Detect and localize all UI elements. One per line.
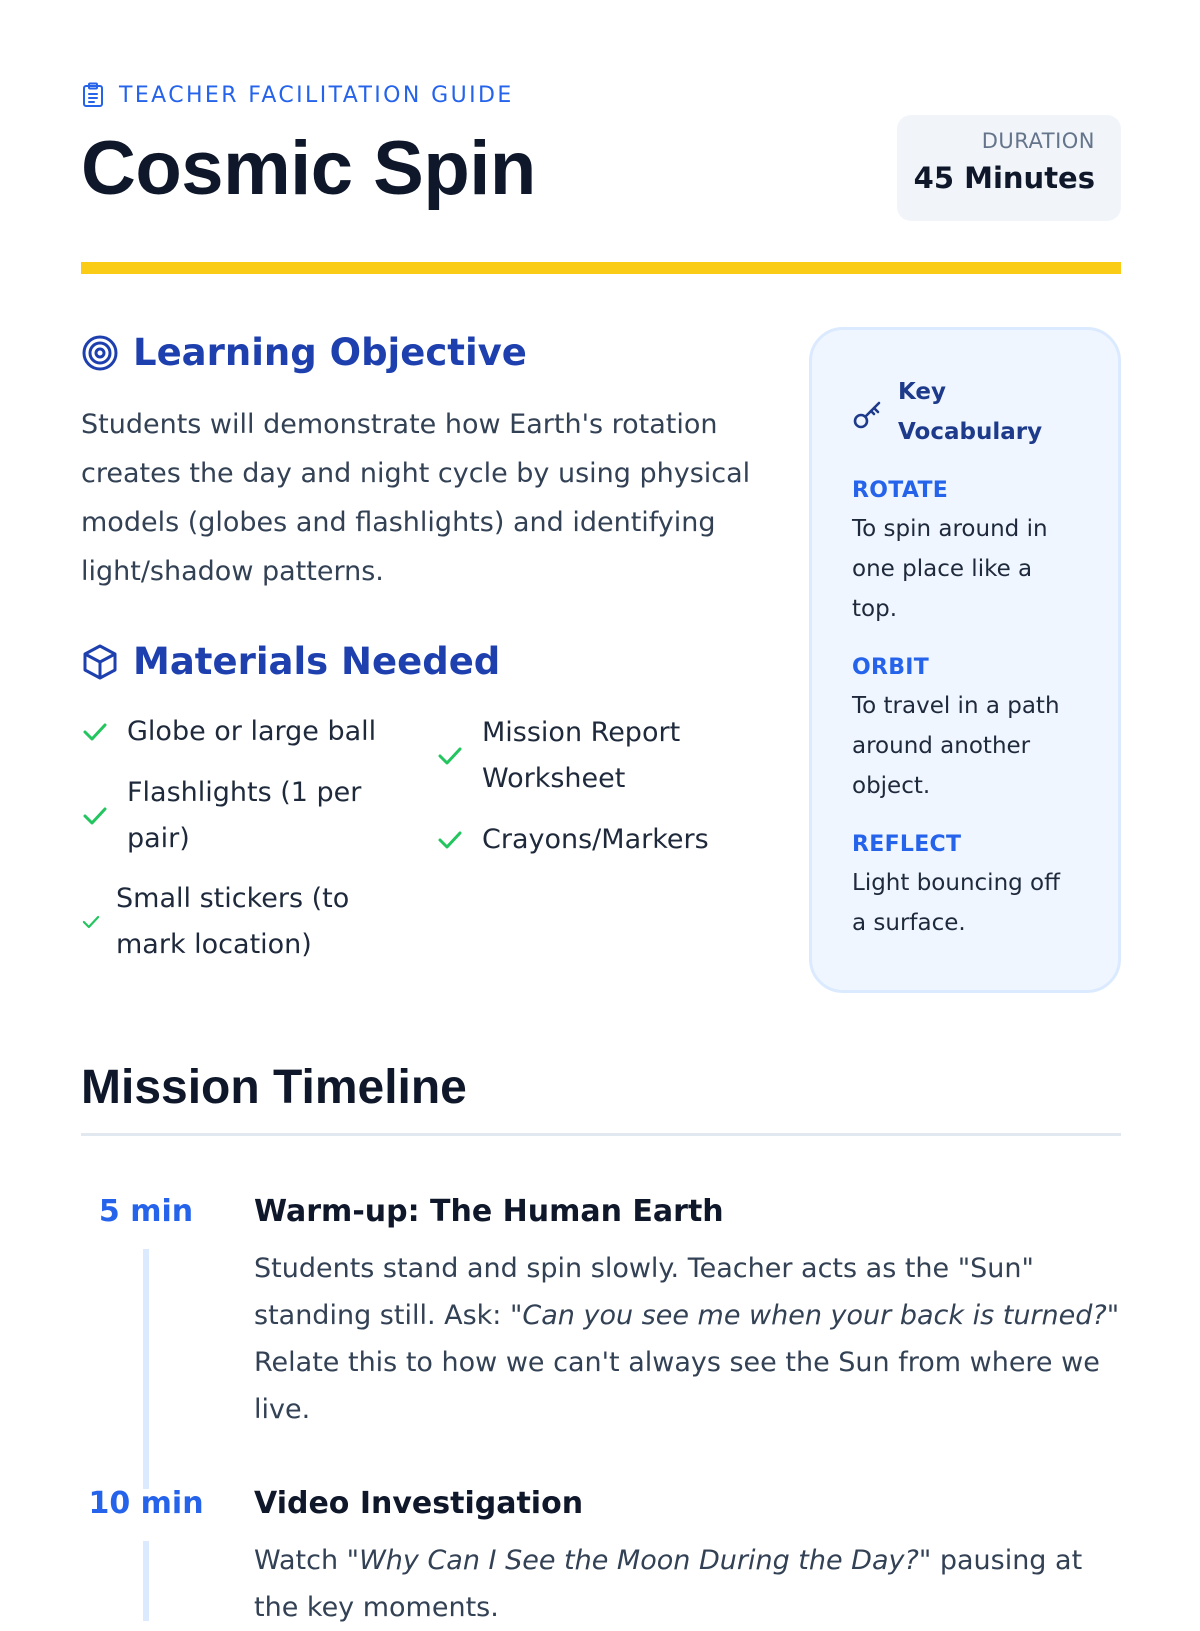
material-label: Small stickers (to mark location)	[116, 883, 350, 960]
guide-eyebrow	[81, 82, 514, 108]
key-icon	[852, 398, 884, 430]
timeline-step-description	[254, 1537, 1124, 1631]
header-divider	[81, 262, 1121, 274]
material-item	[81, 876, 381, 968]
material-label: Flashlights (1 per pair)	[127, 777, 362, 854]
vocab-term: REFLECT	[852, 832, 962, 857]
clipboard-icon	[81, 82, 105, 108]
vocab-term: ROTATE	[852, 478, 949, 503]
material-label: Mission Report Worksheet	[482, 717, 681, 794]
timeline-step-title: Warm-up: The Human Earth	[254, 1194, 724, 1229]
timeline-time: 10 min	[88, 1486, 204, 1521]
check-icon	[436, 742, 464, 770]
check-icon	[81, 802, 109, 830]
timeline-connector	[143, 1249, 149, 1489]
material-item	[81, 709, 381, 755]
timeline-step	[254, 1194, 1124, 1433]
material-label: Globe or large ball	[127, 716, 377, 747]
check-icon	[81, 912, 101, 932]
vocab-definition: To travel in a path around another object.	[852, 693, 1060, 799]
timeline-heading: Mission Timeline	[81, 1061, 467, 1114]
timeline-step-title: Video Investigation	[254, 1486, 584, 1521]
duration-value: 45 Minutes	[913, 161, 1095, 195]
facilitation-guide-page	[81, 0, 1121, 1623]
check-icon	[436, 826, 464, 854]
objective-heading	[81, 331, 527, 374]
vocabulary-heading-label: Key Vocabulary	[898, 379, 1043, 445]
timeline-divider	[81, 1133, 1121, 1136]
objective-text: Students will demonstrate how Earth's rotation creates the day and night cycle by using physical models (globes and flashlights) and identifying light/shadow patterns.	[81, 409, 751, 587]
objective-heading-label: Learning Objective	[133, 331, 527, 374]
vocabulary-heading	[852, 372, 1078, 452]
timeline-step	[254, 1486, 1124, 1631]
timeline-connector	[143, 1541, 149, 1621]
vocabulary-card	[809, 327, 1121, 993]
materials-heading-label: Materials Needed	[133, 640, 501, 683]
cube-icon	[81, 643, 119, 681]
page-title: Cosmic Spin	[81, 126, 536, 211]
target-icon	[81, 334, 119, 372]
material-item	[436, 817, 766, 863]
materials-heading	[81, 640, 500, 683]
check-icon	[81, 718, 109, 746]
material-label: Crayons/Markers	[482, 824, 709, 855]
desc-text: Students stand and spin slowly. Teacher acts as the "Sun" standing still. Ask:	[254, 1253, 1034, 1331]
desc-text: Relate this to how we can't always see the Sun from where we live.	[254, 1347, 1100, 1425]
eyebrow-label: TEACHER FACILITATION GUIDE	[119, 82, 514, 108]
material-item	[81, 770, 381, 862]
vocab-term: ORBIT	[852, 655, 930, 680]
desc-text: pausing at the key moments.	[254, 1545, 1083, 1623]
vocab-definition: Light bouncing off a surface.	[852, 870, 1060, 936]
desc-quote: "Why Can I See the Moon During the Day?"	[346, 1545, 932, 1576]
timeline-time: 5 min	[98, 1194, 194, 1229]
duration-badge	[897, 115, 1121, 221]
vocab-definition: To spin around in one place like a top.	[852, 516, 1048, 622]
material-item	[436, 710, 736, 802]
desc-quote: "Can you see me when your back is turned?"	[509, 1300, 1120, 1331]
timeline-step-description	[254, 1245, 1124, 1433]
duration-label: DURATION	[981, 129, 1095, 153]
desc-text: Watch	[254, 1545, 347, 1576]
